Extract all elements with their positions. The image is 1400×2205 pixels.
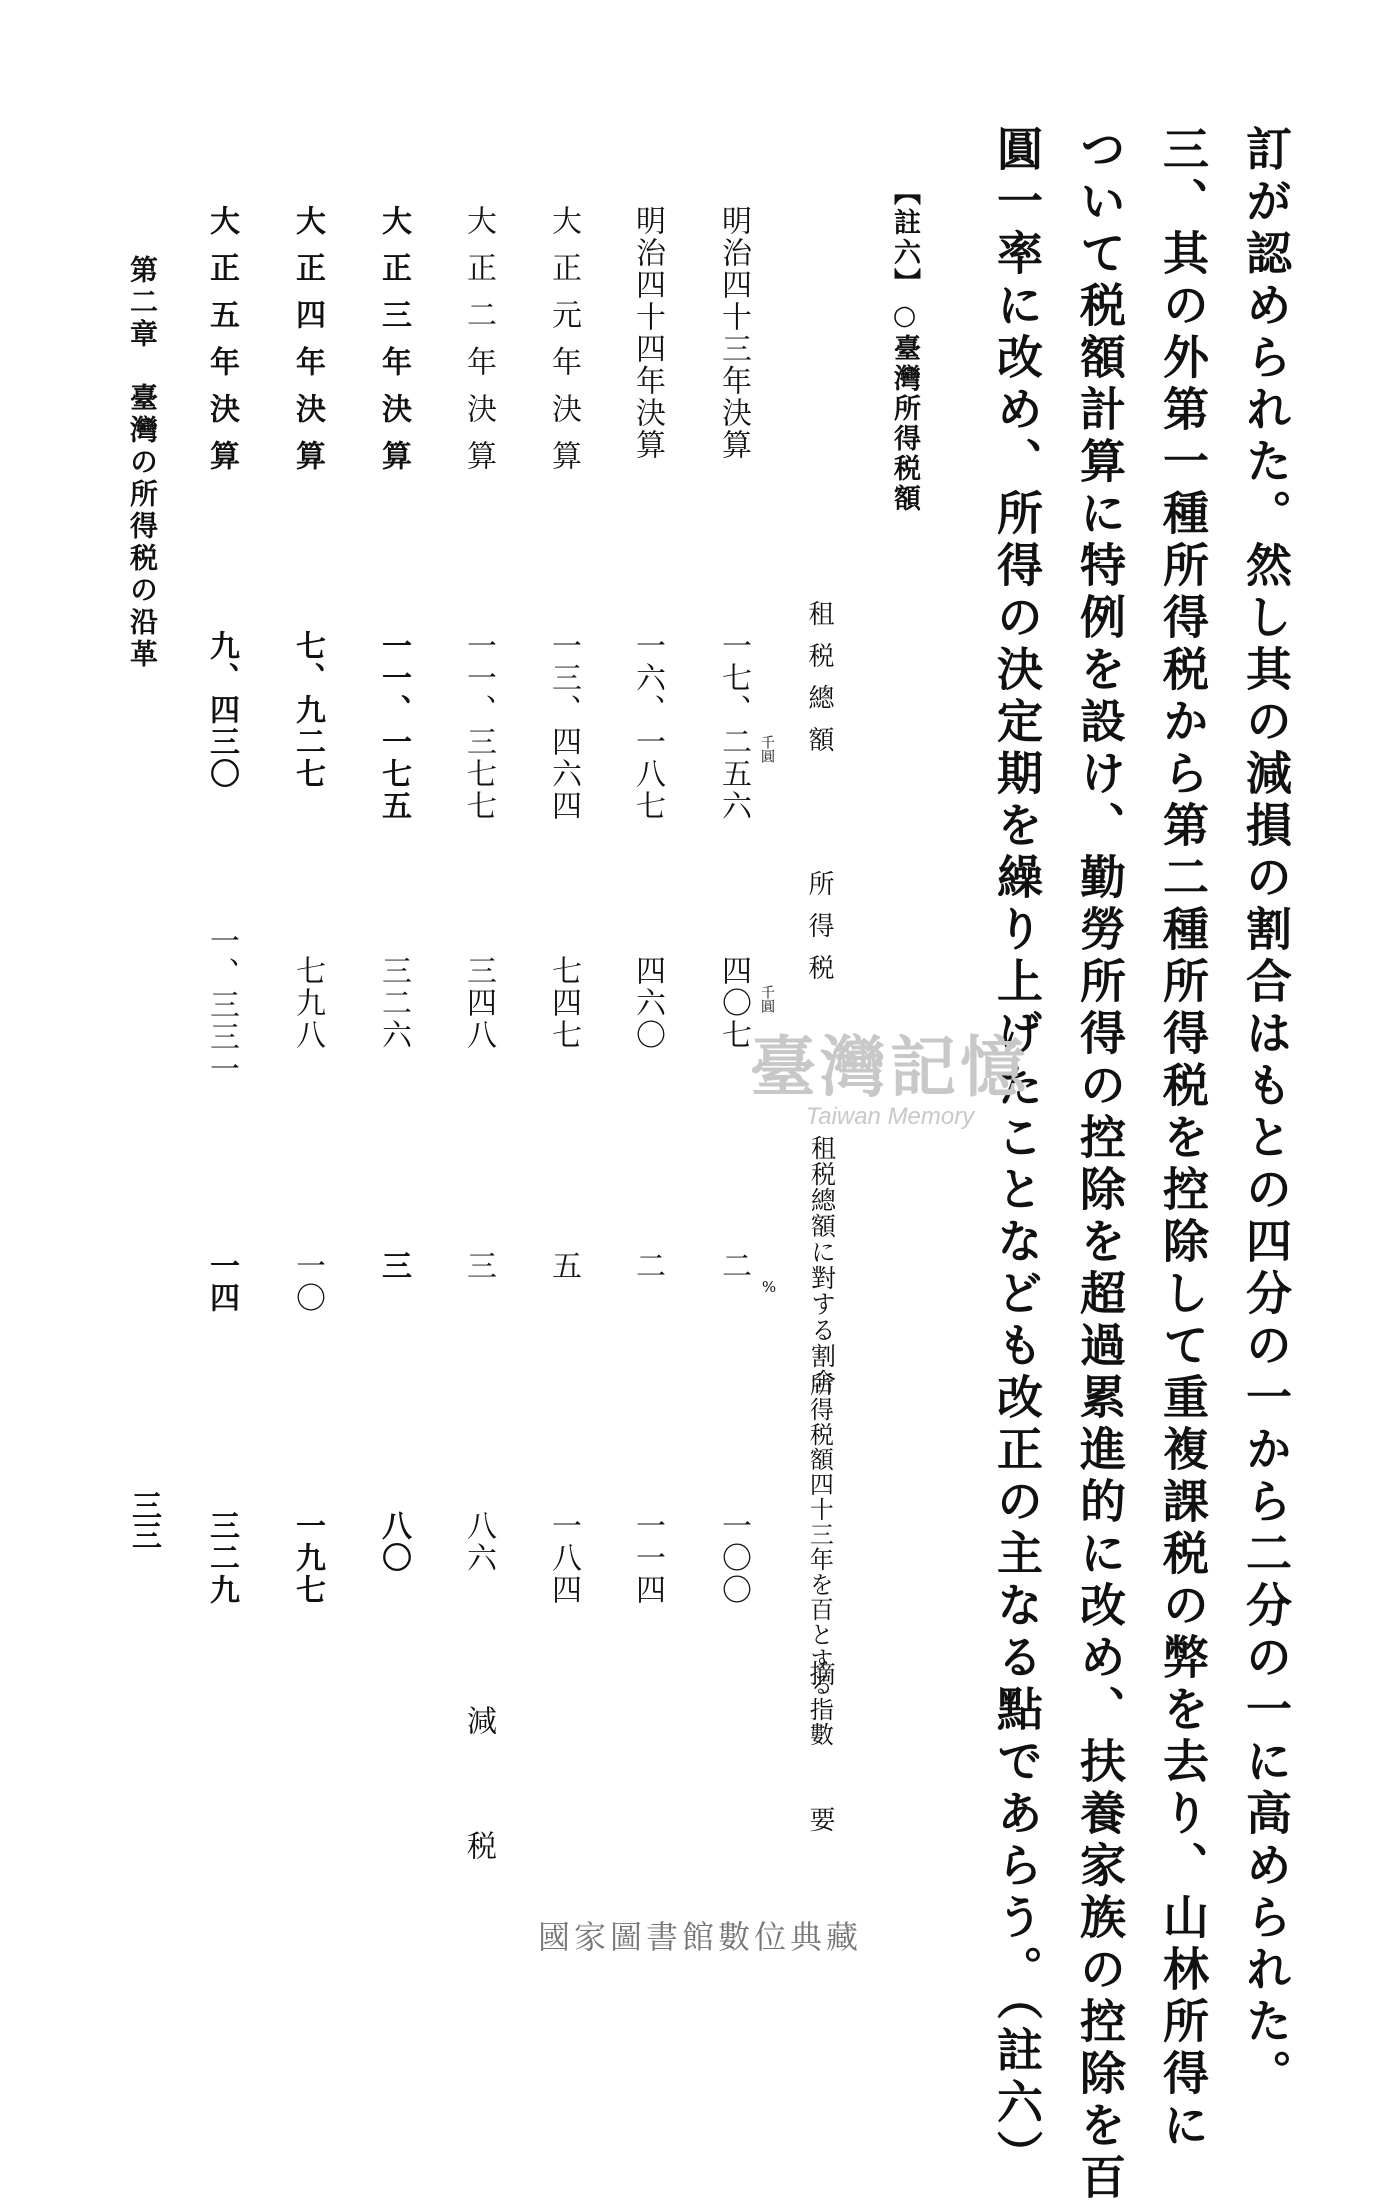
watermark-english: Taiwan Memory xyxy=(805,1103,975,1130)
row-index: 三二九 xyxy=(204,1510,239,1606)
body-line-1: 訂が認められた。然し其の減損の割合はもとの四分の一から二分の一に高められた。 xyxy=(1239,125,1293,2101)
row-index: 一九七 xyxy=(290,1510,325,1606)
row-index: 一一四 xyxy=(630,1510,665,1606)
row-index: 八六 xyxy=(461,1510,496,1574)
header-total: 租税總額 xyxy=(804,600,834,768)
row-total: 一一、一七五 xyxy=(376,630,411,822)
row-index: 八〇 xyxy=(376,1510,411,1574)
body-line-4: 圓一率に改め、所得の決定期を繰り上げたことなども改正の主なる點であらう。（註六） xyxy=(990,125,1044,2182)
row-year: 大正三年決算 xyxy=(376,205,411,487)
row-income-tax: 一、三三一 xyxy=(204,925,239,1085)
row-index: 一〇〇 xyxy=(716,1510,751,1606)
header-income-tax: 所得税 xyxy=(804,870,834,996)
footer-credit: 國家圖書館數位典藏 xyxy=(537,1918,862,1956)
unit-percent: % xyxy=(760,1278,778,1296)
row-income-tax: 三四八 xyxy=(461,955,496,1051)
row-income-tax: 三二六 xyxy=(376,955,411,1051)
row-year: 大正元年決算 xyxy=(546,205,581,487)
watermark-logo-text: 臺灣記憶 xyxy=(750,1029,1030,1106)
note-label: 【註六】 xyxy=(889,178,920,298)
row-year: 明治四十三年決算 xyxy=(716,205,751,461)
page-number: 三三 xyxy=(126,1490,161,1550)
row-year: 大正二年決算 xyxy=(461,205,496,487)
body-line-2: 三、其の外第一種所得税から第二種所得税を控除して重複課税の弊を去り、山林所得に xyxy=(1156,125,1210,2153)
row-income-tax: 四〇七 xyxy=(716,955,751,1051)
row-year: 大正四年決算 xyxy=(290,205,325,487)
row-total: 九、四三〇 xyxy=(204,630,239,790)
row-ratio: 三 xyxy=(376,1250,411,1282)
row-ratio: 一四 xyxy=(204,1250,239,1314)
row-total: 一七、二五六 xyxy=(716,630,751,822)
row-income-tax: 七四七 xyxy=(546,955,581,1051)
row-total: 七、九二七 xyxy=(290,630,325,790)
row-ratio: 五 xyxy=(546,1250,581,1282)
row-total: 一一、三七七 xyxy=(461,630,496,822)
row-income-tax: 七九八 xyxy=(290,955,325,1051)
row-year: 明治四十四年決算 xyxy=(630,205,665,461)
row-ratio: 三 xyxy=(461,1250,496,1282)
row-ratio: 一〇 xyxy=(290,1250,325,1314)
row-year: 大正五年決算 xyxy=(204,205,239,487)
row-remarks: 減税 xyxy=(461,1705,496,1955)
row-ratio: 二 xyxy=(630,1250,665,1282)
unit-total: 千圓 xyxy=(759,735,775,763)
row-total: 一三、四六四 xyxy=(546,630,581,822)
unit-income-tax: 千圓 xyxy=(759,985,775,1013)
header-remarks: 摘要 xyxy=(805,1660,835,1952)
row-income-tax: 四六〇 xyxy=(630,955,665,1051)
header-index: 所得税額四十三年を百とする指數 xyxy=(805,1372,834,1747)
row-index: 一八四 xyxy=(546,1510,581,1606)
header-ratio: 租税總額に對する割合 xyxy=(807,1135,837,1395)
running-head: 第二章 臺灣の所得税の沿革 xyxy=(126,255,159,671)
row-ratio: 二 xyxy=(716,1250,751,1282)
note-title: ○臺灣所得税額 xyxy=(889,300,920,514)
watermark xyxy=(690,1029,1090,1131)
body-line-3: ついて税額計算に特例を設け、勤勞所得の控除を超過累進的に改め、扶養家族の控除を百 xyxy=(1073,125,1127,2205)
row-total: 一六、一八七 xyxy=(630,630,665,822)
